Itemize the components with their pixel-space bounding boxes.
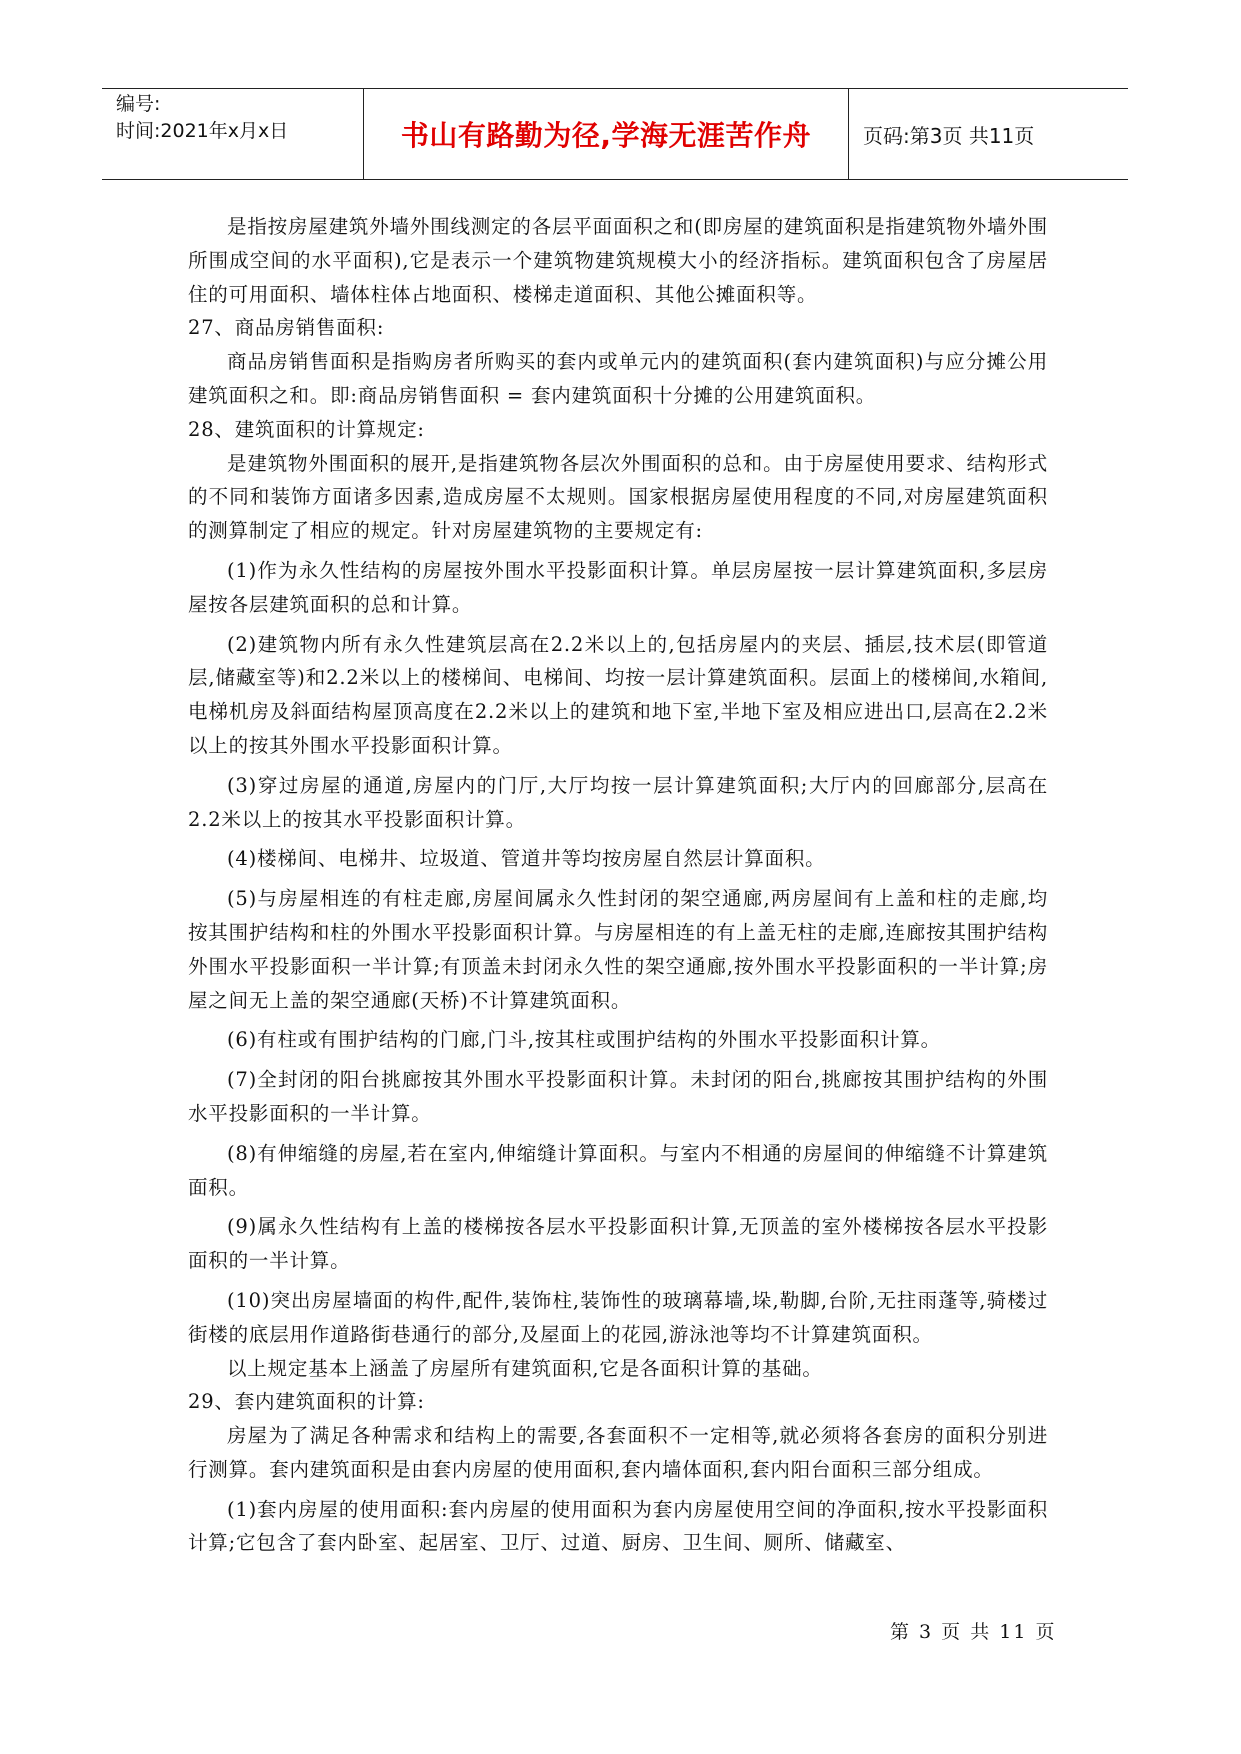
rule-item-8: (8)有伸缩缝的房屋,若在室内,伸缩缝计算面积。与室内不相通的房屋间的伸缩缝不计算建筑面积。 (188, 1141, 1048, 1199)
rule-item-9: (9)属永久性结构有上盖的楼梯按各层水平投影面积计算,无顶盖的室外楼梯按各层水平投影面积的一半计算。 (188, 1215, 1048, 1273)
paragraph: 以上规定基本上涵盖了房屋所有建筑面积,它是各面积计算的基础。 (227, 1356, 823, 1380)
rule-item-1: (1)作为永久性结构的房屋按外围水平投影面积计算。单层房屋按一层计算建筑面积,多层房屋按各层建筑面积的总和计算。 (188, 558, 1048, 616)
rule-item-3: (3)穿过房屋的通道,房屋内的门厅,大厅均按一层计算建筑面积;大厅内的回廊部分,层高在2.2米以上的按其水平投影面积计算。 (188, 773, 1048, 831)
document-number-label: 编号: (116, 93, 161, 115)
paragraph: 是指按房屋建筑外墙外围线测定的各层平面面积之和(即房屋的建筑面积是指建筑物外墙外围所围成空间的水平面积),它是表示一个建筑物建筑规模大小的经济指标。建筑面积包含了房屋居住的可用面积、墙体柱体占地面积、楼梯走道面积、其他公摊面积等。 (188, 215, 1048, 306)
document-body (188, 210, 1048, 1560)
rule-item-7: (7)全封闭的阳台挑廊按其外围水平投影面积计算。未封闭的阳台,挑廊按其围护结构的外围水平投影面积的一半计算。 (188, 1068, 1048, 1125)
section-heading-27: 27、商品房销售面积: (188, 316, 385, 340)
paragraph: 商品房销售面积是指购房者所购买的套内或单元内的建筑面积(套内建筑面积)与应分摊公用建筑面积之和。即:商品房销售面积 = 套内建筑面积十分摊的公用建筑面积。 (188, 350, 1048, 407)
section-heading-29: 29、套内建筑面积的计算: (188, 1390, 425, 1414)
document-time-label: 时间:2021年x月x日 (116, 120, 289, 142)
rule-item-29-1: (1)套内房屋的使用面积:套内房屋的使用面积为套内房屋使用空间的净面积,按水平投影面积计算;它包含了套内卧室、起居室、卫厅、过道、厨房、卫生间、厕所、储藏室、 (188, 1497, 1048, 1555)
rule-item-4: (4)楼梯间、电梯井、垃圾道、管道井等均按房屋自然层计算面积。 (227, 847, 826, 871)
section-heading-28: 28、建筑面积的计算规定: (188, 417, 425, 441)
rule-item-5: (5)与房屋相连的有柱走廊,房屋间属永久性封闭的架空通廊,两房屋间有上盖和柱的走廊,均按其围护结构和柱的外围水平投影面积计算。与房屋相连的有上盖无柱的走廊,连廊按其围护结构外围水平投影面积一半计算;有顶盖未封闭永久性的架空通廊,按外围水平投影面积的一半计算;房屋之间无上盖的架空通廊(天桥)不计算建筑面积。 (188, 887, 1048, 1012)
page-header (102, 88, 1128, 180)
header-motto: 书山有路勤为径,学海无涯苦作舟 (364, 89, 849, 179)
header-page-code: 页码:第3页 共11页 (863, 123, 1035, 148)
rule-item-6: (6)有柱或有围护结构的门廊,门斗,按其柱或围护结构的外围水平投影面积计算。 (227, 1028, 941, 1052)
header-meta (102, 89, 364, 179)
page-footer: 第 3 页 共 11 页 (890, 1621, 1057, 1643)
paragraph: 房屋为了满足各种需求和结构上的需要,各套面积不一定相等,就必须将各套房的面积分别进行测算。套内建筑面积是由套内房屋的使用面积,套内墙体面积,套内阳台面积三部分组成。 (188, 1424, 1048, 1481)
rule-item-2: (2)建筑物内所有永久性建筑层高在2.2米以上的,包括房屋内的夹层、插层,技术层(即管道层,储藏室等)和2.2米以上的楼梯间、电梯间、均按一层计算建筑面积。层面上的楼梯间,水箱间,电梯机房及斜面结构屋顶高度在2.2米以上的建筑和地下室,半地下室及相应进出口,层高在2.2米以上的按其外围水平投影面积计算。 (188, 632, 1048, 757)
rule-item-10: (10)突出房屋墙面的构件,配件,装饰柱,装饰性的玻璃幕墙,垛,勒脚,台阶,无拄雨蓬等,骑楼过街楼的底层用作道路街巷通行的部分,及屋面上的花园,游泳池等均不计算建筑面积。 (188, 1288, 1048, 1346)
paragraph: 是建筑物外围面积的展开,是指建筑物各层次外围面积的总和。由于房屋使用要求、结构形式的不同和装饰方面诸多因素,造成房屋不太规则。国家根据房屋使用程度的不同,对房屋建筑面积的测算制定了相应的规定。针对房屋建筑物的主要规定有: (188, 451, 1048, 543)
